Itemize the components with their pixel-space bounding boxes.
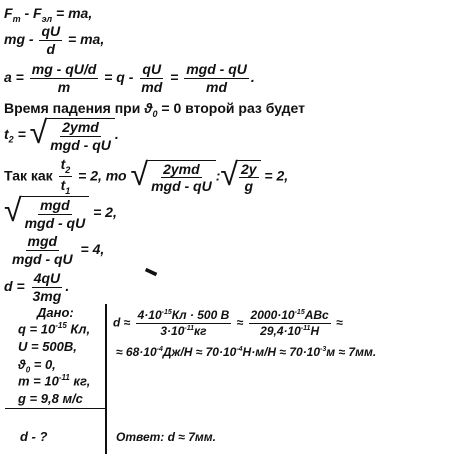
fall-time-text — [4, 101, 305, 119]
eq1-sub1: т — [12, 13, 21, 24]
given-v: $ϑ_0 = 0$, — [18, 357, 56, 375]
l6-r1-den: mgd - qU — [151, 178, 212, 195]
sol-frac2: $\frac{2000\cdot 10^{-15}АВс}{29,4\cdot 10^{-11}Н}$ — [250, 308, 329, 338]
eq3-end: . — [250, 68, 255, 85]
l7-sqrt — [4, 192, 89, 231]
answer-value: d ≈ 7мм. — [164, 430, 216, 444]
eq2-rhs: = ma, — [64, 30, 105, 47]
l8-frac — [10, 234, 75, 266]
eq3-eq: = — [166, 68, 183, 85]
equation-t2 — [4, 114, 119, 153]
l5-lhs: t — [4, 125, 9, 142]
equation-newton — [4, 6, 92, 24]
l9-num: 4qU — [33, 270, 61, 286]
l6-r2-num: 2y — [240, 160, 257, 177]
l9-lhs: d = — [4, 277, 29, 294]
find-d: d - ? — [20, 429, 48, 444]
l6-r1-num: 2ymd — [163, 160, 200, 177]
l5-sub: 2 — [8, 134, 14, 145]
eq1-rhs: = ma, — [52, 5, 93, 21]
l6-sqrt1 — [130, 155, 216, 195]
eq3-frac3 — [184, 62, 249, 94]
l6-mid: = 2, то — [74, 167, 131, 184]
given-title: Дано: — [37, 305, 74, 320]
equation-forces — [4, 24, 104, 56]
equation-ratio — [4, 157, 288, 196]
eq2-lhs: mg - — [4, 30, 38, 47]
l7-num: mgd — [40, 197, 70, 213]
eq1-minus: - F — [20, 5, 42, 21]
eq3-f2-num: qU — [142, 61, 162, 77]
l6-sqrt2 — [220, 155, 260, 195]
solution-line1: d ≈ $\frac{4\cdot 10^{-15}Кл \cdot 500 В}{3\cdot 10^{-11}кг}$ ≈ $\frac{2000\cdot 10^{-15}АВс}{29,4\cdot 10^{-11}Н}$ ≈ — [113, 308, 343, 338]
l7-end: = 2, — [89, 203, 117, 220]
eq2-den: d — [46, 40, 56, 57]
given-q: $q = 10^{-15}$ Кл, — [18, 321, 91, 337]
given-m: $m = 10^{-11}$ кг, — [18, 373, 91, 389]
l5-sqrt — [29, 114, 115, 153]
l4-sub: 0 — [152, 108, 158, 119]
eq3-f3-num: mgd - qU — [186, 61, 247, 77]
eq1-f: F — [4, 5, 13, 21]
l5-end: . — [114, 125, 119, 142]
equation-acceleration — [4, 62, 255, 94]
l6-colon: : — [215, 167, 221, 184]
l6-den: t — [60, 177, 66, 194]
l6-den-sub: 1 — [65, 186, 71, 197]
l5-eq: = — [13, 125, 30, 142]
l6-num-sub: 2 — [65, 164, 71, 175]
eq3-mid: = q - — [100, 68, 138, 85]
l6-num: t — [60, 156, 66, 172]
l6-r2-den: g — [244, 178, 254, 195]
l4-text2: = 0 второй раз будет — [157, 100, 305, 116]
l5-den: mgd - qU — [50, 136, 111, 153]
l8-end: = 4, — [76, 240, 105, 257]
equation-sqrt-two — [4, 192, 117, 231]
answer-line — [116, 431, 216, 443]
l4-text: Время падения при — [4, 100, 145, 116]
eq3-lhs: a = — [4, 68, 28, 85]
given-g: g = 9,8 м/с — [18, 391, 83, 406]
l6-frac-t — [59, 157, 73, 196]
given-divider-horizontal — [5, 408, 106, 409]
eq2-num: qU — [41, 23, 61, 39]
l6-text: Так как — [4, 167, 57, 184]
eq1-sub2: эл — [41, 13, 53, 24]
answer-label: Ответ: — [116, 430, 165, 444]
eq3-f1-den: m — [57, 78, 71, 95]
l8-den: mgd - qU — [12, 250, 73, 267]
equation-d — [4, 271, 69, 303]
radical-sign: √ — [220, 155, 238, 192]
l4-v: ϑ — [144, 100, 153, 116]
eq3-f3-den: md — [206, 78, 228, 95]
l7-den: mgd - qU — [24, 214, 86, 231]
equation-four — [8, 234, 104, 266]
radical-sign: √ — [130, 155, 149, 192]
eq2-fraction — [39, 24, 62, 56]
eq3-frac2 — [139, 62, 164, 94]
radical-sign: √ — [29, 114, 48, 150]
stray-mark: ▬ — [143, 261, 161, 279]
l9-frac — [31, 271, 64, 303]
radical-sign: √ — [4, 192, 22, 228]
sol-frac1: $\frac{4\cdot 10^{-15}Кл \cdot 500 В}{3\cdot 10^{-11}кг}$ — [137, 308, 230, 338]
eq3-frac1 — [30, 62, 99, 94]
solution-line2: ≈ $68\cdot 10^{-4}Дж/Н \approx 70\cdot 10^{-4}Н\cdot м/Н \approx 70\cdot 10^{-3}м \approx 7мм$. — [116, 345, 377, 359]
l5-frac — [48, 120, 113, 152]
eq3-f1-num: mg - qU/d — [31, 61, 97, 77]
l5-num: 2ymd — [62, 119, 99, 135]
l8-num: mgd — [27, 233, 58, 249]
l9-end: . — [65, 277, 70, 294]
eq3-f2-den: md — [141, 78, 163, 95]
given-u: U = 500В, — [18, 339, 77, 354]
given-divider-vertical — [105, 304, 107, 454]
l9-den: 3mg — [32, 287, 62, 304]
l6-end: = 2, — [260, 167, 289, 184]
